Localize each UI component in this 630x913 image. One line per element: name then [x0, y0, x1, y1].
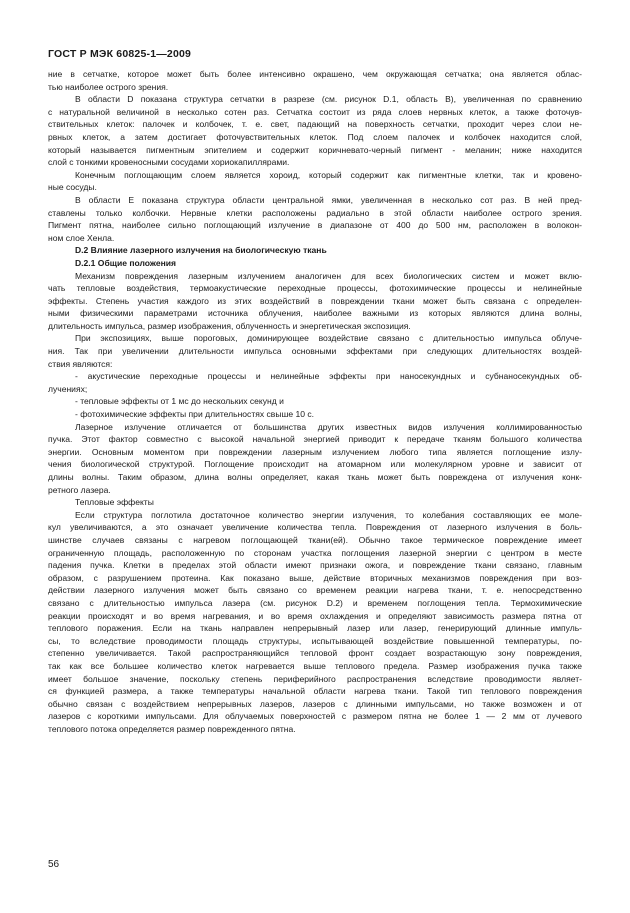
text-line: связано с длительностью импульса лазера (см. рисунок D.2) и временем поглощения тепла. Термохимические — [48, 597, 582, 608]
text-line: Лазерное излучение отличается от большинства других известных видов излучения коллимированностью — [75, 421, 582, 432]
text-line: шинстве случаев связаны с нагревом поглощающей ткани(ей). Обычно такое термическое повреждение имеет — [48, 534, 582, 545]
page-number: 56 — [48, 859, 60, 870]
text-line: имеет большое значение, поскольку степень периферийного распространения вследствие проводимости являет- — [48, 673, 582, 684]
text-line: рвных клеток, а затем достигает фоточувствительных клеток. Под слоем палочек и колбочек находится слой, — [48, 131, 582, 142]
text-line: Конечным поглощающим слоем является хороид, который содержит как пигментные клетки, так и кровено- — [75, 169, 582, 180]
text-line: ся функцией размера, а также температуры начальной области нагрева ткани. Такой тип теплового повреждения — [48, 686, 582, 697]
text-line: ние в сетчатке, которое может быть более интенсивно окрашено, чем окружающая сетчатка; она является облас- — [48, 69, 582, 79]
text-line: ные сосуды. — [48, 182, 97, 193]
text-line: длительность импульса, размер изображения, облученность и энергетическая экспозиция. — [48, 320, 411, 331]
text-line: теплового поражения. Если на ткань направлен непрерывный лазер или лазер, генерирующий длинные импуль- — [48, 623, 582, 634]
text-line: длины волны. Таким образом, длина волны определяет, какая ткань может быть повреждена от излучения конк- — [48, 472, 582, 482]
text-line: При экспозициях, выше пороговых, доминирующее воздействие связано с длительностью импульса облуче- — [75, 333, 582, 344]
text-line: - фотохимические эффекты при длительностях свыше 10 с. — [75, 409, 314, 420]
text-line: ном слое Хенла. — [48, 232, 115, 243]
text-line: - тепловые эффекты от 1 мс до нескольких секунд и — [75, 396, 284, 407]
text-line: кул увеличиваются, а это означает увеличение количества тепла. Повреждения от лазерного излучения в боль- — [48, 522, 582, 533]
text-line: слой с тонкими кровеносными сосудами хориокапиллярами. — [48, 157, 290, 168]
text-line: эффекты. Степень участия каждого из этих воздействий в повреждении ткани может быть связана с определен- — [48, 295, 582, 306]
text-line: чения биологической структурой. Поглощение происходит на атомарном или молекулярном уровне и зависит от — [48, 459, 582, 470]
text-line: D.2 Влияние лазерного излучения на биологическую ткань — [75, 245, 327, 256]
text-line: ствительных клеток: палочек и колбочек, т. е. свет, падающий на поверхность сетчатки, проходит через слои не- — [48, 119, 582, 130]
text-line: степенно увеличивается. Такой распространяющийся тепловой фронт создает возрастающую зону повреждения, — [48, 648, 582, 659]
text-line: с натуральной величиной в несколько сотен раз. Сетчатка состоит из ряда слоев нервных клеток, а также фоточув- — [48, 106, 582, 117]
text-line: ставлены только колбочки. Нервные клетки расположены радиально в этой области наиболее острого зрения. — [48, 207, 582, 218]
text-line: D.2.1 Общие положения — [75, 257, 177, 268]
text-line: так как все большее количество клеток нагревается выше теплового предела. Размер изображения пучка также — [48, 660, 582, 671]
text-line: реакции происходят и во время нагревания, и во время охлаждения и определяют зависимость размера пятна от — [48, 610, 582, 621]
text-line: тью наиболее острого зрения. — [48, 81, 169, 92]
text-line: Механизм повреждения лазерным излучением аналогичен для всех биологических систем и может вклю- — [75, 270, 582, 281]
text-line: ретного лазера. — [48, 484, 111, 495]
text-line: Пигмент пятна, наиболее сильно поглощающий излучение в диапазоне от 400 до 500 нм, расположен в волокон- — [48, 220, 582, 231]
text-line: энергии. Основным моментом при повреждении лазерным излучением любого типа является поглощение излу- — [48, 446, 582, 457]
text-line: пучка. Этот фактор совместно с высокой начальной энергией приводит к передаче тканям большого количества — [48, 434, 582, 445]
text-line: - акустические переходные процессы и нелинейные эффекты при наносекундных и субнаносекундных об- — [75, 371, 582, 382]
text-line: лазеров с короткими импульсами. Для облучаемых поверхностей с размером пятна не более 1 — 2 мм от лучевого — [48, 711, 582, 722]
text-line: ными физическими параметрами источника облучения, наиболее важными из которых являются длина волны, — [48, 308, 582, 319]
text-line: сы, то вследствие проводимости площадь структуры, испытывающей воздействие повышенной температуры, по- — [48, 635, 582, 646]
text-line: обычно связан с воздействием непрерывных лазеров, лазеров с длинными импульсами, но также возможен и от — [48, 698, 582, 709]
body-text — [48, 68, 582, 735]
text-line: чать тепловые воздействия, термоакустические переходные процессы, фотохимические процессы и нелинейные — [48, 283, 582, 294]
page-header: ГОСТ Р МЭК 60825-1—2009 — [48, 48, 192, 60]
text-line: падения пучка. Клетки в пределах этой области имеют признаки ожога, и повреждение ткани связано, главным — [48, 560, 582, 571]
text-line: Тепловые эффекты — [75, 497, 154, 508]
text-line: ствия являются: — [48, 358, 113, 369]
text-line: В области D показана структура сетчатки в разрезе (см. рисунок D.1, область В), увеличенная по сравнению — [75, 94, 582, 105]
text-line: образом, с разрушением протеина. Как показано выше, действие вторичных механизмов повреждения при воз- — [48, 572, 582, 583]
text-line: теплового потока определяется размер поврежденного пятна. — [48, 723, 296, 734]
text-line: ограниченную площадь, расположенную по сторонам участка поглощения лазерной энергии с центром в месте — [48, 547, 582, 558]
text-line: ния. Так при увеличении длительности импульса основными эффектами при следующих длительностях воздей- — [48, 346, 582, 357]
text-line: действии лазерного излучения может быть связано со временем реакции нагрева ткани, т. е. непосредственно — [48, 585, 582, 596]
text-line: который называется пигментным эпителием и содержит коричневато-черный пигмент - меланин; ниже находится — [48, 144, 582, 155]
text-line: Если структура поглотила достаточное количество энергии излучения, то колебания составляющих ее моле- — [75, 509, 582, 520]
text-line: лучениях; — [48, 383, 88, 394]
text-line: В области Е показана структура области центральной ямки, увеличенная в несколько сот раз. В ней пред- — [75, 194, 582, 205]
